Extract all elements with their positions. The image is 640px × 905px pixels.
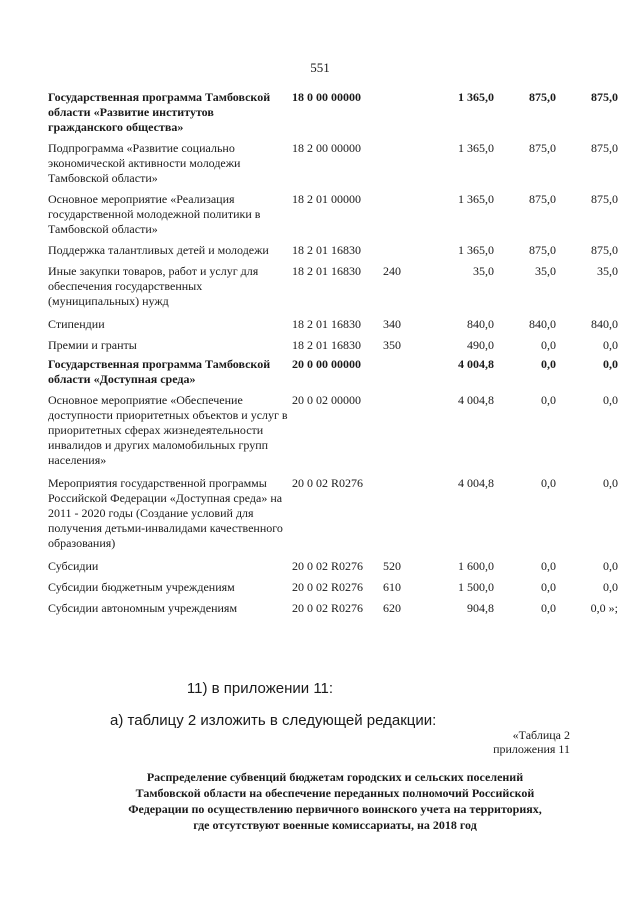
row-name: Премии и гранты [48, 338, 137, 352]
value-2018: 1 500,0 [458, 580, 494, 594]
row-code [288, 317, 408, 332]
value-2018: 840,0 [467, 317, 494, 331]
value-2019: 840,0 [529, 317, 556, 331]
heading-line: где отсутствуют военные комиссариаты, на 2018 год [193, 818, 477, 832]
table-heading [100, 769, 570, 833]
target-code: 20 0 00 00000 [292, 357, 361, 371]
row-name: Поддержка талантливых детей и молодежи [48, 243, 269, 257]
heading-line: Распределение субвенций бюджетам городских и сельских поселений [146, 770, 524, 784]
value-2020: 875,0 [591, 90, 618, 104]
value-2020: 0,0 »; [590, 601, 618, 615]
value-2020: 35,0 [597, 264, 618, 278]
row-name: Стипендии [48, 317, 105, 331]
value-2019: 875,0 [529, 141, 556, 155]
value-2020: 0,0 [603, 338, 618, 352]
target-code: 18 0 00 00000 [292, 90, 361, 104]
value-2019: 875,0 [529, 243, 556, 257]
value-2018: 1 600,0 [458, 559, 494, 573]
heading-line: Тамбовской области на обеспечение переданных полномочий Российской [135, 786, 535, 800]
value-2020: 0,0 [603, 559, 618, 573]
row-code [288, 393, 408, 408]
row-code [288, 90, 408, 105]
value-2018: 1 365,0 [458, 192, 494, 206]
target-code: 18 2 01 16830 [292, 243, 361, 257]
target-code: 18 2 01 16830 [292, 317, 361, 331]
value-2020: 875,0 [591, 243, 618, 257]
expense-type: 520 [383, 559, 401, 573]
expense-type: 610 [383, 580, 401, 594]
value-2020: 875,0 [591, 141, 618, 155]
list-item-a: а) таблицу 2 изложить в следующей редакции: [110, 712, 437, 729]
row-code [288, 357, 408, 372]
row-name: Государственная программа Тамбовской области «Развитие институтов гражданского общества» [48, 90, 271, 134]
table-row [48, 559, 618, 574]
table-reference-line-1: «Таблица 2 [512, 728, 570, 742]
row-name: Мероприятия государственной программы Российской Федерации «Доступная среда» на 2011 - 2020 годы (Создание условий для получения детьми-инвалидами качественного образования) [48, 476, 283, 550]
expense-type: 620 [383, 601, 401, 615]
budget-table [48, 90, 618, 616]
row-code [288, 192, 408, 207]
expense-type: 350 [383, 338, 401, 352]
row-name: Иные закупки товаров, работ и услуг для обеспечения государственных (муниципальных) нужд [48, 264, 259, 308]
value-2020: 0,0 [603, 580, 618, 594]
row-code [288, 601, 408, 616]
row-name: Подпрограмма «Развитие социально экономической активности молодежи Тамбовской области» [48, 141, 241, 185]
value-2019: 875,0 [529, 90, 556, 104]
value-2019: 0,0 [541, 559, 556, 573]
table-row [48, 338, 618, 353]
table-reference-line-2: приложения 11 [493, 742, 570, 756]
target-code: 20 0 02 R0276 [292, 559, 364, 573]
target-code: 18 2 01 16830 [292, 338, 361, 352]
table-row [48, 393, 618, 468]
table-row [48, 141, 618, 186]
target-code: 20 0 02 00000 [292, 393, 361, 407]
table-row [48, 264, 618, 309]
target-code: 20 0 02 R0276 [292, 476, 364, 490]
table-row [48, 601, 618, 616]
value-2019: 0,0 [541, 476, 556, 490]
row-code [288, 141, 408, 156]
value-2018: 1 365,0 [458, 90, 494, 104]
expense-type: 340 [383, 317, 401, 331]
target-code: 20 0 02 R0276 [292, 601, 364, 615]
table-row [48, 90, 618, 135]
table-row [48, 317, 618, 332]
row-name: Субсидии бюджетным учреждениям [48, 580, 235, 594]
value-2020: 875,0 [591, 192, 618, 206]
value-2018: 1 365,0 [458, 243, 494, 257]
value-2018: 4 004,8 [458, 393, 494, 407]
value-2019: 0,0 [541, 601, 556, 615]
row-code [288, 476, 408, 491]
heading-line: Федерации по осуществлению первичного воинского учета на территориях, [128, 802, 542, 816]
value-2018: 4 004,8 [458, 476, 494, 490]
value-2020: 0,0 [603, 476, 618, 490]
value-2018: 1 365,0 [458, 141, 494, 155]
value-2019: 0,0 [541, 580, 556, 594]
table-row [48, 476, 618, 551]
row-code [288, 264, 408, 279]
page-number: 551 [310, 60, 330, 75]
value-2019: 0,0 [541, 393, 556, 407]
row-name: Основное мероприятие «Обеспечение доступности приоритетных объектов и услуг в приоритетных сферах жизнедеятельности инвалидов и других маломобильных групп населения» [48, 393, 288, 467]
row-name: Государственная программа Тамбовской области «Доступная среда» [48, 357, 271, 386]
value-2020: 840,0 [591, 317, 618, 331]
row-code [288, 559, 408, 574]
row-code [288, 243, 408, 258]
row-name: Субсидии автономным учреждениям [48, 601, 238, 615]
value-2018: 490,0 [467, 338, 494, 352]
value-2019: 0,0 [541, 338, 556, 352]
value-2018: 904,8 [467, 601, 494, 615]
target-code: 18 2 01 16830 [292, 264, 361, 278]
table-row [48, 580, 618, 595]
row-code [288, 338, 408, 353]
table-row [48, 243, 618, 258]
table-row [48, 192, 618, 237]
target-code: 18 2 00 00000 [292, 141, 361, 155]
table-row [48, 357, 618, 387]
target-code: 20 0 02 R0276 [292, 580, 364, 594]
expense-type: 240 [383, 264, 401, 278]
row-code [288, 580, 408, 595]
list-item-11: 11) в приложении 11: [186, 680, 334, 697]
value-2018: 4 004,8 [458, 357, 494, 371]
value-2019: 35,0 [535, 264, 556, 278]
value-2020: 0,0 [603, 393, 618, 407]
target-code: 18 2 01 00000 [292, 192, 361, 206]
value-2019: 875,0 [529, 192, 556, 206]
value-2019: 0,0 [541, 357, 556, 371]
value-2018: 35,0 [473, 264, 494, 278]
row-name: Субсидии [48, 559, 99, 573]
value-2020: 0,0 [603, 357, 618, 371]
row-name: Основное мероприятие «Реализация государственной молодежной политики в Тамбовской области» [48, 192, 261, 236]
